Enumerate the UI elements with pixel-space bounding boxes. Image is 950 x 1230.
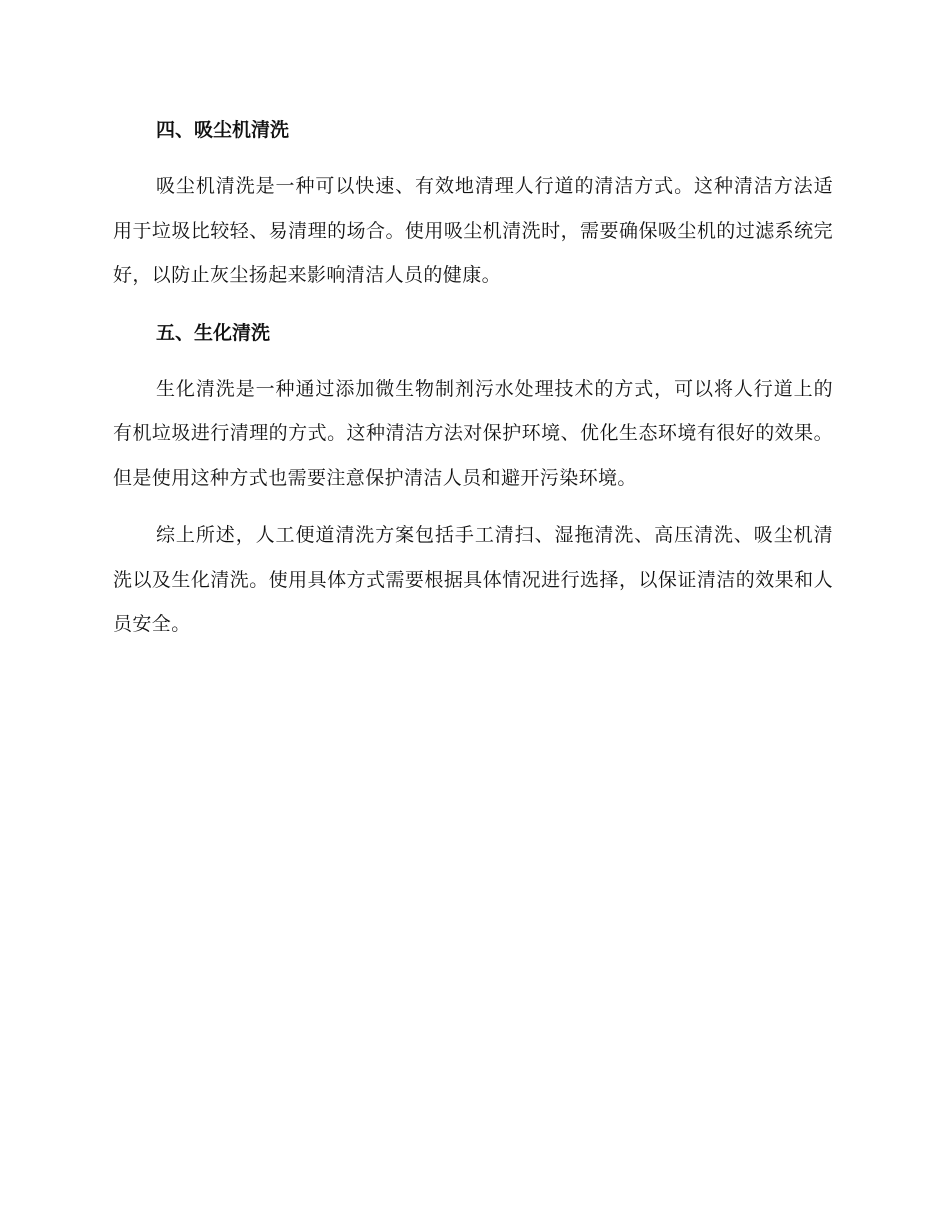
paragraph-vacuum-cleaning: 吸尘机清洗是一种可以快速、有效地清理人行道的清洁方式。这种清洁方法适用于垃圾比较轻、易清理的场合。使用吸尘机清洗时，需要确保吸尘机的过滤系统完好，以防止灰尘扬起来影响清洁人员的健康。 (113, 175, 833, 286)
paragraph-biochemical-cleaning: 生化清洗是一种通过添加微生物制剂污水处理技术的方式，可以将人行道上的有机垃圾进行清理的方式。这种清洁方法对保护环境、优化生态环境有很好的效果。但是使用这种方式也需要注意保护清洁人员和避开污染环境。 (113, 377, 833, 489)
paragraph-conclusion: 综上所述，人工便道清洗方案包括手工清扫、湿拖清洗、高压清洗、吸尘机清洗以及生化清洗。使用具体方式需要根据具体情况进行选择，以保证清洁的效果和人员安全。 (113, 524, 833, 635)
section-heading-vacuum-cleaning: 四、吸尘机清洗 (156, 119, 290, 141)
section-heading-biochemical-cleaning: 五、生化清洗 (156, 321, 271, 344)
document-content (113, 108, 833, 660)
